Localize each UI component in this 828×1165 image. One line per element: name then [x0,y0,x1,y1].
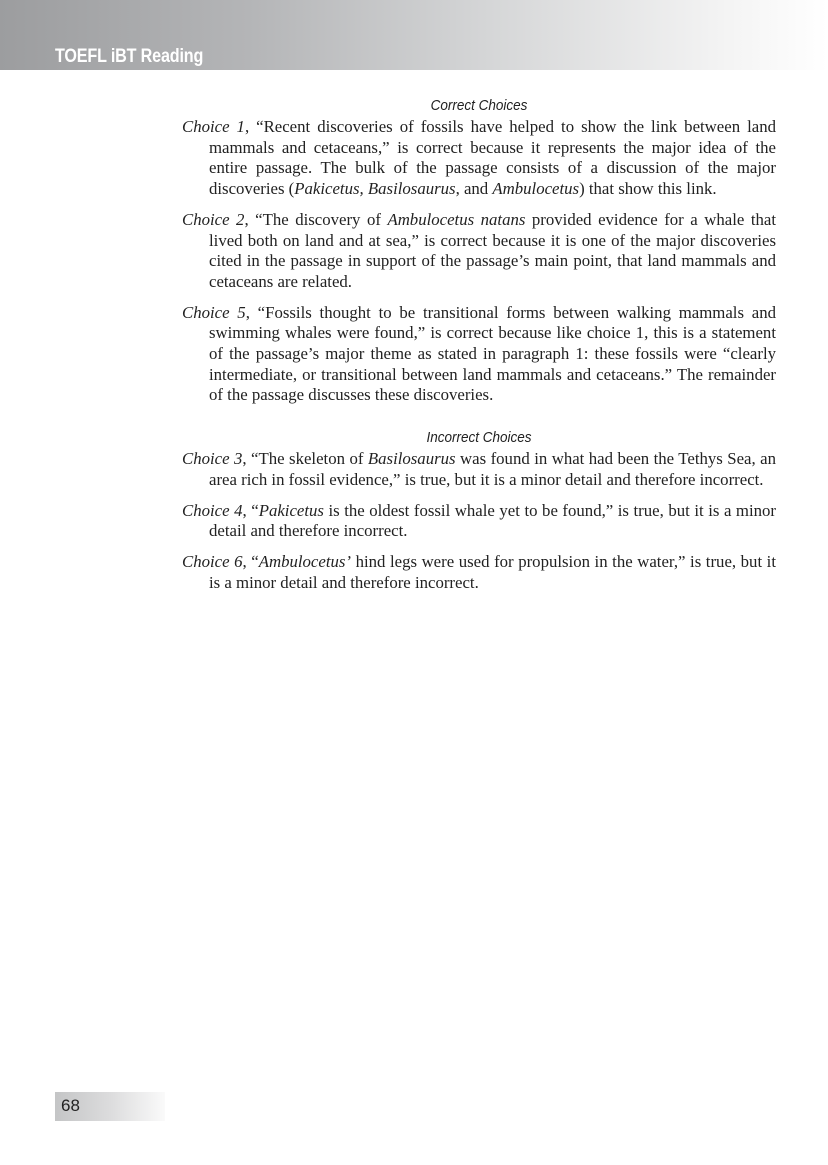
italic-term: Basilosaurus [367,449,456,469]
italic-term: Choice 4 [182,500,243,520]
page-number: 68 [61,1096,80,1115]
choice-explanation [182,501,776,542]
italic-term: Choice 3 [182,449,243,469]
choice-explanation [182,552,776,593]
italic-term: Choice 1 [182,117,245,136]
text-run: was found in what had been the Tethys Sea, an area rich in fossil evidence,” is true, but it is a minor detail and therefore incorrect. [209,449,776,489]
italic-term: Ambulocetus [492,179,580,199]
text-run: , “ [242,551,259,571]
section-heading: Correct Choices [430,97,528,114]
answer-explanation [182,97,776,603]
choice-explanation [182,210,776,293]
section-correct-choices [182,97,776,406]
italic-term: Pakicetus, Basilosaurus [294,179,456,199]
text-run: ) that show this link. [579,179,717,199]
italic-term: Choice 6 [182,551,243,571]
text-run: , “The skeleton of [242,449,368,469]
text-run: , and [455,179,493,199]
running-header-title: TOEFL iBT Reading [55,46,204,67]
text-run: , “Recent discoveries of fossils have helped to show the link between land mammals and cetaceans,” is correct because it represents the major idea of the entire passage. The bulk of the passage consists of a discussion of the major discoveries ( [209,117,776,199]
running-header-band [0,0,828,70]
text-run: , “Fossils thought to be transitional forms between walking mammals and swimming whales were found,” is correct because like choice 1, this is a statement of the passage’s major theme as stated in paragraph 1: these fossils were “clearly intermediate, or transitional between land mammals and cetaceans.” The remainder of the passage discusses these discoveries. [209,302,776,405]
italic-term: Ambulocetus’ [258,551,351,571]
choice-explanation [182,117,776,200]
italic-term: Pakicetus [258,500,324,520]
section-incorrect-choices [182,429,776,593]
text-run: hind legs were used for propulsion in the water,” is true, but it is a minor detail and therefore incorrect. [209,551,776,592]
page-number-tab [55,1092,165,1121]
italic-term: Choice 2 [182,209,245,229]
text-run: provided evidence for a whale that lived both on land and at sea,” is correct because it is one of the major discoveries cited in the passage in support of the passage’s main point, that land mammals and cetaceans are related. [209,209,776,291]
section-heading: Incorrect Choices [426,429,532,447]
choice-explanation [182,449,776,490]
italic-term: Choice 5 [182,302,246,322]
choice-explanation [182,303,776,407]
text-run: is the oldest fossil whale yet to be found,” is true, but it is a minor detail and therefore incorrect. [209,500,777,541]
text-run: , “ [242,500,259,520]
italic-term: Ambulocetus natans [387,209,526,229]
text-run: , “The discovery of [244,209,388,229]
